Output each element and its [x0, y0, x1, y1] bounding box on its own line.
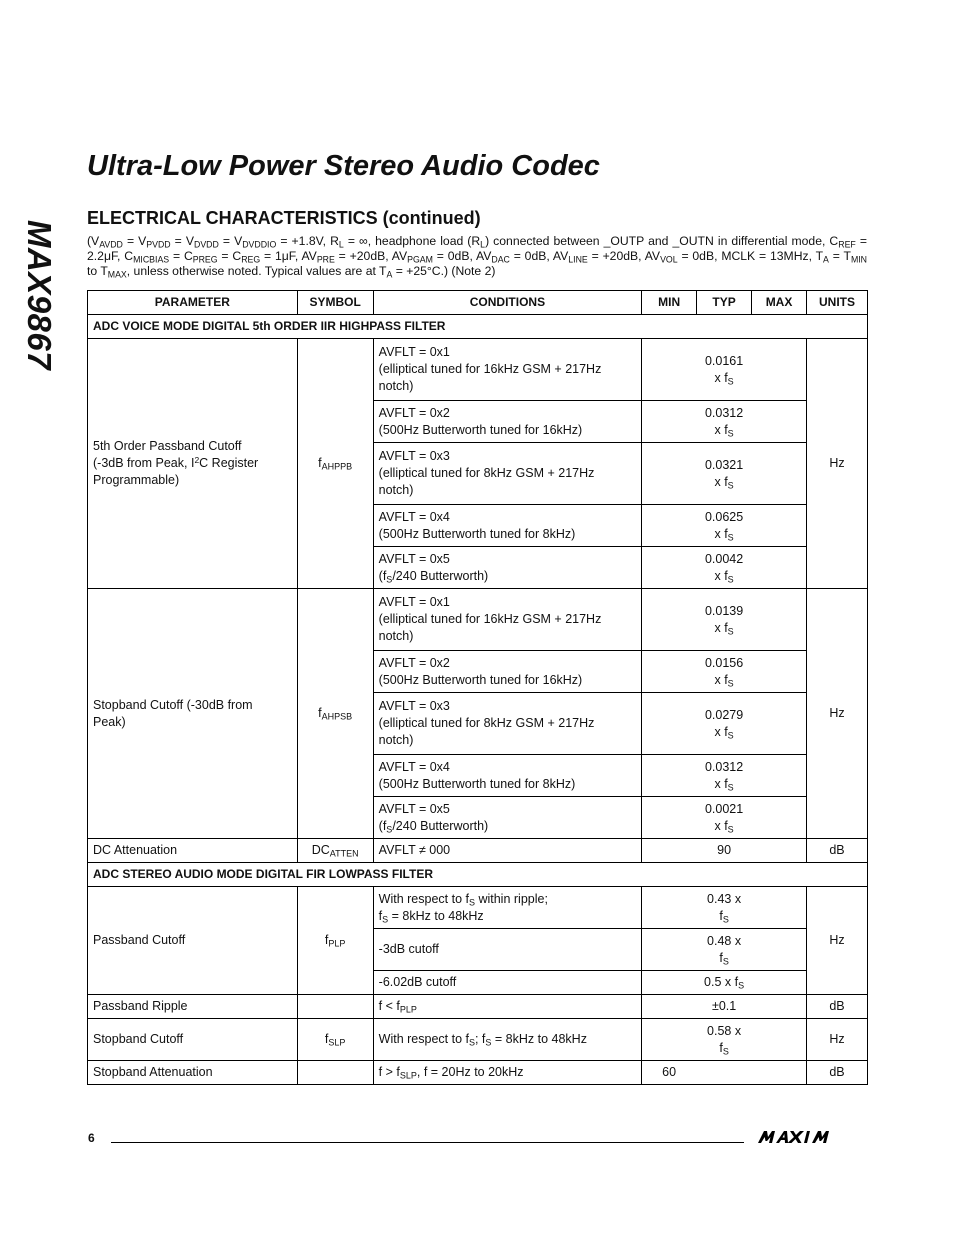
param-fir-passband-cutoff: Passband Cutoff	[88, 887, 298, 995]
typ-value: 0.0139 x $f_S$	[642, 589, 807, 651]
symbol-dcatten: $DC_{ATTEN}$	[297, 839, 373, 863]
table-row	[88, 1019, 868, 1061]
typ-value: 0.0321 x $f_S$	[642, 443, 807, 505]
typ-value: 0.58 x $f_S$	[642, 1019, 807, 1061]
units-cell: Hz	[807, 589, 868, 839]
param-dc-attenuation: DC Attenuation	[88, 839, 298, 863]
typ-value: 0.43 x $f_S$	[642, 887, 807, 929]
typ-value: 90	[642, 839, 807, 863]
condition-cell: $f > f_{SLP}$, f = 20Hz to 20kHz	[373, 1061, 642, 1085]
header-parameter: PARAMETER	[88, 291, 298, 315]
condition-cell: -6.02dB cutoff	[373, 971, 642, 995]
test-conditions-note: ($V_{AVDD} = V_{PVDD} = V_{DVDD} = V_{DVDDIO} = +1.8V$, $R_L$ = ∞, headphone load $(R_L)$ connected between _OUTP and _OUTN in differential mode, $C_{REF} = 2.2\mu F$, $C_{MICBIAS} = C_{PREG} = C_{REG} = 1\mu F$, $AV_{PRE} = +20dB$, $AV_{PGAM} = 0dB$, $AV_{DAC} = 0dB$, $AV_{LINE} = +20dB$, $AV_{VOL} = 0dB$, MCLK = 13MHz, $T_A = T_{MIN}$ to $T_{MAX}$, unless otherwise noted. Typical values are at $T_A = +25^\circ C$.) (Note 2)	[87, 234, 868, 280]
condition-cell: AVFLT = 0x5 ($f_S/240$ Butterworth)	[373, 547, 642, 589]
condition-cell: AVFLT = 0x4 (500Hz Butterworth tuned for 8kHz)	[373, 755, 642, 797]
typ-value: ±0.1	[642, 995, 807, 1019]
table-row	[88, 339, 868, 401]
typ-value: 0.0312 x $f_S$	[642, 401, 807, 443]
electrical-characteristics-table	[87, 290, 868, 1085]
typ-value: 0.48 x $f_S$	[642, 929, 807, 971]
condition-cell: AVFLT = 0x2 (500Hz Butterworth tuned for 16kHz)	[373, 401, 642, 443]
header-min: MIN	[642, 291, 697, 315]
typ-value: 0.0161 x $f_S$	[642, 339, 807, 401]
maxim-logo	[756, 1127, 866, 1147]
units-cell: Hz	[807, 887, 868, 995]
condition-cell: AVFLT = 0x1 (elliptical tuned for 16kHz GSM + 217Hz notch)	[373, 339, 642, 401]
document-title: Ultra-Low Power Stereo Audio Codec	[87, 150, 600, 182]
page-number: 6	[88, 1131, 95, 1145]
units-cell: dB	[807, 995, 868, 1019]
param-passband-cutoff: 5th Order Passband Cutoff (-3dB from Peak, $I^2C$ Register Programmable)	[88, 339, 298, 589]
units-cell: Hz	[807, 1019, 868, 1061]
header-max: MAX	[752, 291, 807, 315]
condition-cell: With respect to $f_S$ within ripple; $f_S = 8kHz$ to 48kHz	[373, 887, 642, 929]
condition-cell: -3dB cutoff	[373, 929, 642, 971]
symbol-fahpsb: $f_{AHPSB}$	[297, 589, 373, 839]
typ-value: 0.0279 x $f_S$	[642, 693, 807, 755]
table-row	[88, 839, 868, 863]
header-symbol: SYMBOL	[297, 291, 373, 315]
condition-cell: AVFLT = 0x2 (500Hz Butterworth tuned for 16kHz)	[373, 651, 642, 693]
param-stopband-cutoff: Stopband Cutoff (-30dB from Peak)	[88, 589, 298, 839]
symbol-empty	[297, 995, 373, 1019]
condition-cell: AVFLT = 0x4 (500Hz Butterworth tuned for 8kHz)	[373, 505, 642, 547]
typ-value: 0.0312 x $f_S$	[642, 755, 807, 797]
symbol-fplp: $f_{PLP}$	[297, 887, 373, 995]
typ-value: 0.0021 x $f_S$	[642, 797, 807, 839]
param-fir-stopband-cutoff: Stopband Cutoff	[88, 1019, 298, 1061]
condition-cell: With respect to $f_S$; $f_S = 8kHz$ to 48kHz	[373, 1019, 642, 1061]
header-conditions: CONDITIONS	[373, 291, 642, 315]
symbol-fahppb: $f_{AHPPB}$	[297, 339, 373, 589]
section-iir-highpass: ADC VOICE MODE DIGITAL 5th ORDER IIR HIGHPASS FILTER	[88, 315, 868, 339]
table-row	[88, 1061, 868, 1085]
condition-cell: AVFLT = 0x3 (elliptical tuned for 8kHz GSM + 217Hz notch)	[373, 443, 642, 505]
table-header-row	[88, 291, 868, 315]
typ-value: 0.0625 x $f_S$	[642, 505, 807, 547]
condition-cell: $f < f_{PLP}$	[373, 995, 642, 1019]
footer-rule	[111, 1142, 744, 1143]
header-typ: TYP	[697, 291, 752, 315]
units-cell: Hz	[807, 339, 868, 589]
units-cell: dB	[807, 1061, 868, 1085]
condition-cell: AVFLT = 0x1 (elliptical tuned for 16kHz GSM + 217Hz notch)	[373, 589, 642, 651]
units-cell: dB	[807, 839, 868, 863]
symbol-fslp: $f_{SLP}$	[297, 1019, 373, 1061]
table-row	[88, 887, 868, 929]
table-row	[88, 995, 868, 1019]
min-value: 60	[642, 1061, 807, 1085]
condition-cell: AVFLT = 0x5 ($f_S/240$ Butterworth)	[373, 797, 642, 839]
section-title: ELECTRICAL CHARACTERISTICS (continued)	[87, 208, 481, 228]
typ-value: 0.0042 x $f_S$	[642, 547, 807, 589]
header-units: UNITS	[807, 291, 868, 315]
condition-cell: AVFLT ≠ 000	[373, 839, 642, 863]
param-passband-ripple: Passband Ripple	[88, 995, 298, 1019]
condition-cell: AVFLT = 0x3 (elliptical tuned for 8kHz GSM + 217Hz notch)	[373, 693, 642, 755]
table-row	[88, 589, 868, 651]
typ-value: 0.0156 x $f_S$	[642, 651, 807, 693]
side-part-number: MAX9867	[21, 219, 58, 371]
param-stopband-attenuation: Stopband Attenuation	[88, 1061, 298, 1085]
typ-value: 0.5 x $f_S$	[642, 971, 807, 995]
symbol-empty	[297, 1061, 373, 1085]
section-fir-lowpass: ADC STEREO AUDIO MODE DIGITAL FIR LOWPASS FILTER	[88, 863, 868, 887]
